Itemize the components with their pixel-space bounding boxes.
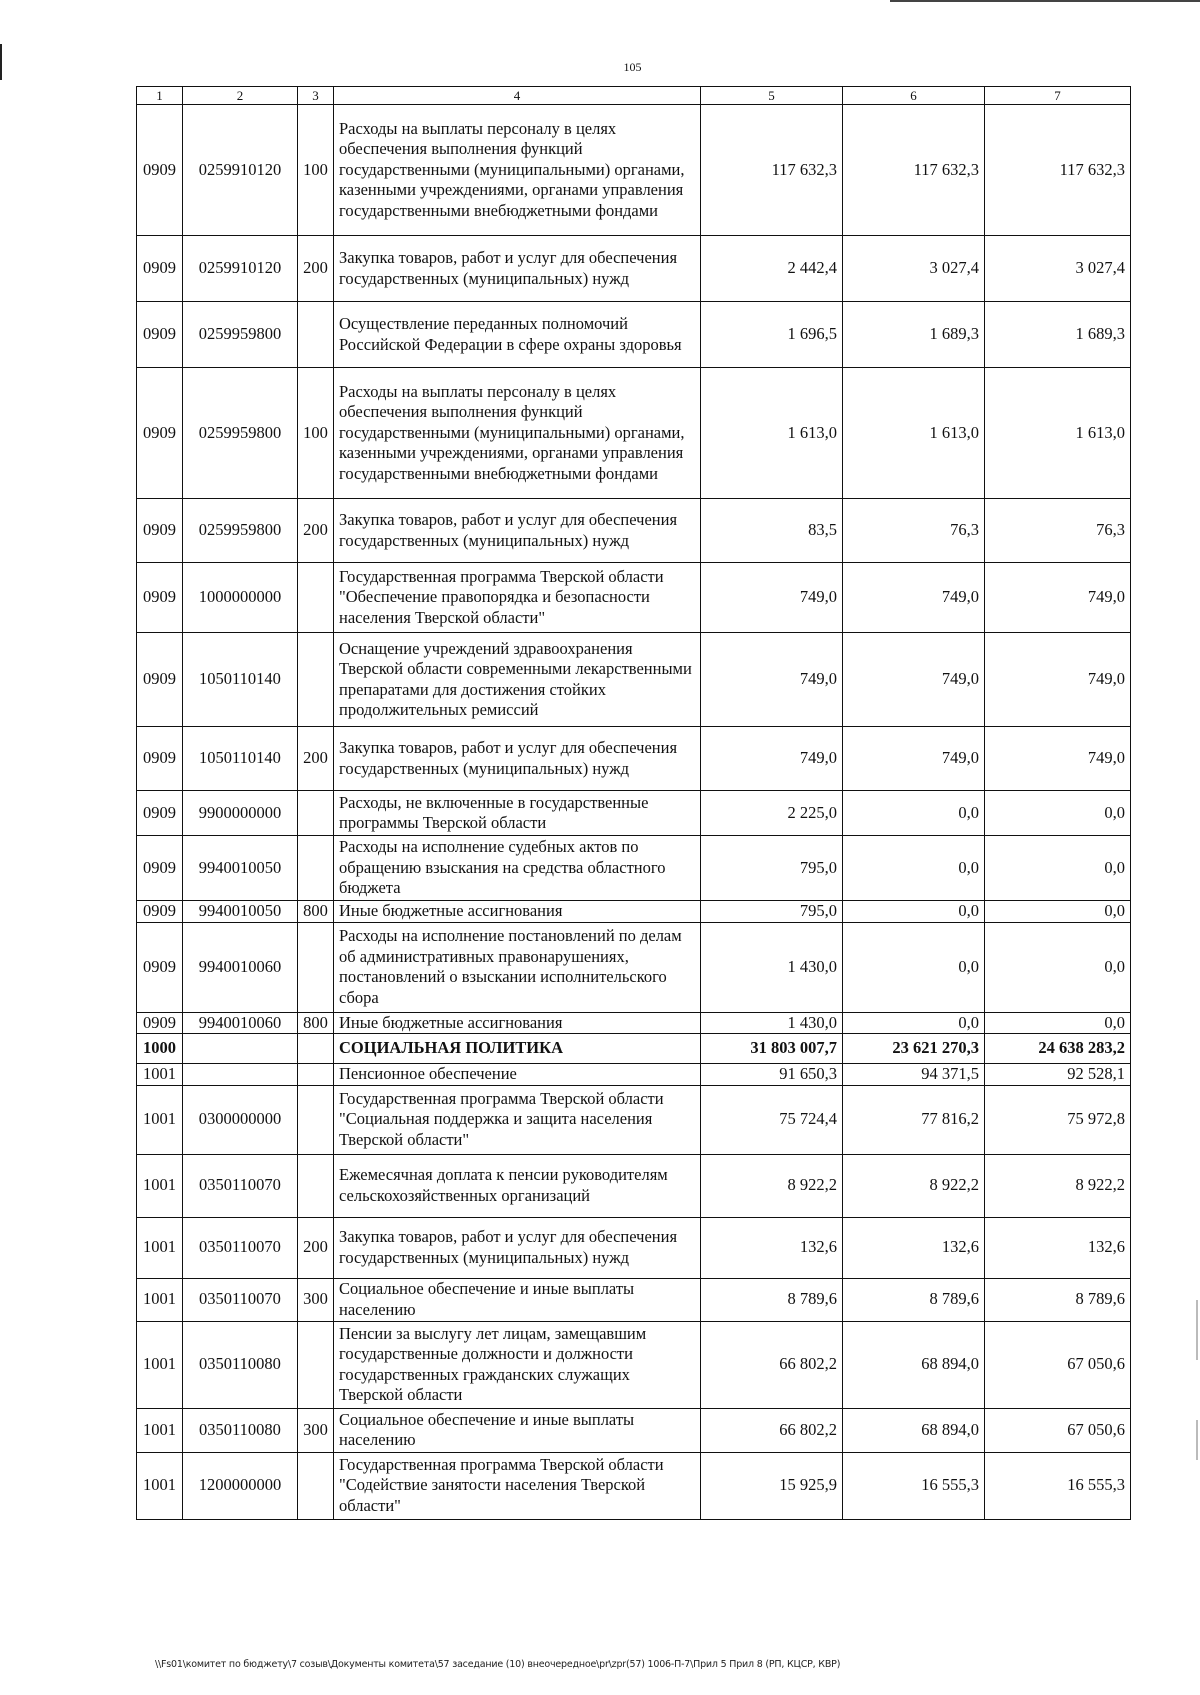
amount-col5-cell: 1 696,5 xyxy=(701,302,843,368)
section-code-cell: 1001 xyxy=(137,1217,183,1278)
table-row xyxy=(137,1012,1131,1034)
amount-col7-cell: 8 789,6 xyxy=(985,1278,1131,1321)
amount-col7-cell: 24 638 283,2 xyxy=(985,1034,1131,1064)
expense-type-code-cell xyxy=(298,836,334,901)
section-code-cell: 0909 xyxy=(137,236,183,302)
amount-col6-cell: 16 555,3 xyxy=(843,1452,985,1519)
amount-col7-cell: 0,0 xyxy=(985,836,1131,901)
section-code-cell: 1001 xyxy=(137,1452,183,1519)
amount-col5-cell: 1 430,0 xyxy=(701,922,843,1012)
amount-col5-cell: 83,5 xyxy=(701,499,843,563)
scan-edge-line xyxy=(890,0,1200,2)
target-article-code-cell: 0259910120 xyxy=(183,105,298,236)
amount-col6-cell: 76,3 xyxy=(843,499,985,563)
description-cell: Государственная программа Тверской области "Социальная поддержка и защита населения Тверской области" xyxy=(334,1085,701,1154)
expense-type-code-cell xyxy=(298,791,334,836)
amount-col6-cell: 77 816,2 xyxy=(843,1085,985,1154)
amount-col5-cell: 132,6 xyxy=(701,1217,843,1278)
expense-type-code-cell: 100 xyxy=(298,105,334,236)
amount-col6-cell: 117 632,3 xyxy=(843,105,985,236)
description-cell: Закупка товаров, работ и услуг для обеспечения государственных (муниципальных) нужд xyxy=(334,236,701,302)
table-row xyxy=(137,1278,1131,1321)
target-article-code-cell: 0350110070 xyxy=(183,1154,298,1217)
amount-col6-cell: 0,0 xyxy=(843,1012,985,1034)
amount-col5-cell: 31 803 007,7 xyxy=(701,1034,843,1064)
amount-col5-cell: 2 225,0 xyxy=(701,791,843,836)
target-article-code-cell: 0259910120 xyxy=(183,236,298,302)
amount-col6-cell: 0,0 xyxy=(843,836,985,901)
table-row xyxy=(137,563,1131,633)
table-row xyxy=(137,922,1131,1012)
description-cell: Закупка товаров, работ и услуг для обеспечения государственных (муниципальных) нужд xyxy=(334,499,701,563)
description-cell: Социальное обеспечение и иные выплаты населению xyxy=(334,1408,701,1452)
expense-type-code-cell xyxy=(298,1321,334,1408)
section-code-cell: 0909 xyxy=(137,791,183,836)
table-row xyxy=(137,901,1131,923)
description-cell: Расходы на исполнение постановлений по делам об административных правонарушениях, постановлений о взыскании исполнительского сбора xyxy=(334,922,701,1012)
amount-col6-cell: 3 027,4 xyxy=(843,236,985,302)
amount-col6-cell: 8 789,6 xyxy=(843,1278,985,1321)
page-number: 105 xyxy=(623,60,642,74)
amount-col7-cell: 0,0 xyxy=(985,791,1131,836)
target-article-code-cell: 0259959800 xyxy=(183,302,298,368)
expense-type-code-cell xyxy=(298,922,334,1012)
description-cell: Оснащение учреждений здравоохранения Тверской области современными лекарственными препаратами для достижения стойких продолжительных ремиссий xyxy=(334,633,701,727)
section-code-cell: 0909 xyxy=(137,105,183,236)
expense-type-code-cell: 200 xyxy=(298,236,334,302)
target-article-code-cell: 9940010050 xyxy=(183,836,298,901)
amount-col6-cell: 68 894,0 xyxy=(843,1321,985,1408)
target-article-code-cell: 0350110080 xyxy=(183,1408,298,1452)
description-cell: Закупка товаров, работ и услуг для обеспечения государственных (муниципальных) нужд xyxy=(334,727,701,791)
expense-type-code-cell xyxy=(298,1085,334,1154)
amount-col7-cell: 749,0 xyxy=(985,727,1131,791)
amount-col5-cell: 15 925,9 xyxy=(701,1452,843,1519)
column-header: 5 xyxy=(701,87,843,105)
expense-type-code-cell xyxy=(298,1452,334,1519)
table-row xyxy=(137,1217,1131,1278)
description-cell: Государственная программа Тверской области "Содействие занятости населения Тверской области" xyxy=(334,1452,701,1519)
amount-col7-cell: 67 050,6 xyxy=(985,1408,1131,1452)
description-cell: Закупка товаров, работ и услуг для обеспечения государственных (муниципальных) нужд xyxy=(334,1217,701,1278)
amount-col7-cell: 1 613,0 xyxy=(985,368,1131,499)
description-cell: Осуществление переданных полномочий Российской Федерации в сфере охраны здоровья xyxy=(334,302,701,368)
section-code-cell: 0909 xyxy=(137,1012,183,1034)
section-code-cell: 0909 xyxy=(137,368,183,499)
amount-col5-cell: 2 442,4 xyxy=(701,236,843,302)
expense-type-code-cell xyxy=(298,1034,334,1064)
amount-col6-cell: 0,0 xyxy=(843,791,985,836)
amount-col7-cell: 0,0 xyxy=(985,1012,1131,1034)
amount-col6-cell: 749,0 xyxy=(843,633,985,727)
column-header: 6 xyxy=(843,87,985,105)
description-cell: Расходы на исполнение судебных актов по обращению взыскания на средства областного бюджета xyxy=(334,836,701,901)
table-row xyxy=(137,499,1131,563)
expense-type-code-cell: 800 xyxy=(298,1012,334,1034)
amount-col5-cell: 91 650,3 xyxy=(701,1064,843,1086)
table-row xyxy=(137,633,1131,727)
amount-col6-cell: 0,0 xyxy=(843,901,985,923)
amount-col6-cell: 8 922,2 xyxy=(843,1154,985,1217)
amount-col6-cell: 1 689,3 xyxy=(843,302,985,368)
column-header: 2 xyxy=(183,87,298,105)
amount-col7-cell: 8 922,2 xyxy=(985,1154,1131,1217)
amount-col5-cell: 749,0 xyxy=(701,633,843,727)
section-code-cell: 1001 xyxy=(137,1408,183,1452)
description-cell: Иные бюджетные ассигнования xyxy=(334,901,701,923)
target-article-code-cell: 9940010060 xyxy=(183,1012,298,1034)
section-code-cell: 0909 xyxy=(137,302,183,368)
table-row xyxy=(137,1064,1131,1086)
target-article-code-cell: 9900000000 xyxy=(183,791,298,836)
section-code-cell: 0909 xyxy=(137,836,183,901)
column-header: 7 xyxy=(985,87,1131,105)
target-article-code-cell: 0350110070 xyxy=(183,1217,298,1278)
column-header: 1 xyxy=(137,87,183,105)
amount-col7-cell: 0,0 xyxy=(985,901,1131,923)
section-code-cell: 0909 xyxy=(137,901,183,923)
target-article-code-cell: 0300000000 xyxy=(183,1085,298,1154)
expense-type-code-cell: 200 xyxy=(298,499,334,563)
expense-type-code-cell: 300 xyxy=(298,1408,334,1452)
amount-col5-cell: 8 789,6 xyxy=(701,1278,843,1321)
amount-col6-cell: 132,6 xyxy=(843,1217,985,1278)
description-cell: Социальное обеспечение и иные выплаты населению xyxy=(334,1278,701,1321)
expense-type-code-cell xyxy=(298,302,334,368)
section-code-cell: 0909 xyxy=(137,922,183,1012)
target-article-code-cell: 0350110070 xyxy=(183,1278,298,1321)
target-article-code-cell: 1000000000 xyxy=(183,563,298,633)
amount-col6-cell: 749,0 xyxy=(843,563,985,633)
budget-table xyxy=(136,86,1131,1520)
target-article-code-cell: 9940010060 xyxy=(183,922,298,1012)
description-cell: Расходы на выплаты персоналу в целях обеспечения выполнения функций государственными (муниципальными) органами, казенными учреждениями, органами управления государственными внебюджетными фондами xyxy=(334,368,701,499)
target-article-code-cell: 0259959800 xyxy=(183,499,298,563)
amount-col5-cell: 795,0 xyxy=(701,836,843,901)
target-article-code-cell xyxy=(183,1034,298,1064)
section-code-cell: 0909 xyxy=(137,563,183,633)
table-row xyxy=(137,105,1131,236)
description-cell: Расходы, не включенные в государственные программы Тверской области xyxy=(334,791,701,836)
section-code-cell: 1001 xyxy=(137,1064,183,1086)
expense-type-code-cell: 300 xyxy=(298,1278,334,1321)
amount-col5-cell: 66 802,2 xyxy=(701,1321,843,1408)
amount-col5-cell: 75 724,4 xyxy=(701,1085,843,1154)
amount-col5-cell: 117 632,3 xyxy=(701,105,843,236)
table-row xyxy=(137,302,1131,368)
target-article-code-cell: 0259959800 xyxy=(183,368,298,499)
description-cell: Пенсионное обеспечение xyxy=(334,1064,701,1086)
expense-type-code-cell xyxy=(298,633,334,727)
amount-col7-cell: 16 555,3 xyxy=(985,1452,1131,1519)
amount-col7-cell: 92 528,1 xyxy=(985,1064,1131,1086)
amount-col7-cell: 67 050,6 xyxy=(985,1321,1131,1408)
section-code-cell: 1000 xyxy=(137,1034,183,1064)
amount-col7-cell: 749,0 xyxy=(985,563,1131,633)
description-cell: СОЦИАЛЬНАЯ ПОЛИТИКА xyxy=(334,1034,701,1064)
amount-col6-cell: 0,0 xyxy=(843,922,985,1012)
target-article-code-cell: 0350110080 xyxy=(183,1321,298,1408)
table-row xyxy=(137,1321,1131,1408)
amount-col7-cell: 3 027,4 xyxy=(985,236,1131,302)
table-row xyxy=(137,368,1131,499)
target-article-code-cell: 1200000000 xyxy=(183,1452,298,1519)
description-cell: Иные бюджетные ассигнования xyxy=(334,1012,701,1034)
amount-col5-cell: 749,0 xyxy=(701,727,843,791)
amount-col5-cell: 8 922,2 xyxy=(701,1154,843,1217)
table-body xyxy=(137,105,1131,1520)
scan-speck xyxy=(1196,1420,1198,1460)
expense-type-code-cell: 200 xyxy=(298,1217,334,1278)
expense-type-code-cell: 100 xyxy=(298,368,334,499)
table-row xyxy=(137,236,1131,302)
section-code-cell: 0909 xyxy=(137,499,183,563)
amount-col6-cell: 749,0 xyxy=(843,727,985,791)
target-article-code-cell: 1050110140 xyxy=(183,633,298,727)
section-code-cell: 1001 xyxy=(137,1321,183,1408)
description-cell: Государственная программа Тверской области "Обеспечение правопорядка и безопасности населения Тверской области" xyxy=(334,563,701,633)
section-code-cell: 0909 xyxy=(137,633,183,727)
table-row xyxy=(137,1154,1131,1217)
amount-col5-cell: 1 613,0 xyxy=(701,368,843,499)
amount-col7-cell: 1 689,3 xyxy=(985,302,1131,368)
section-code-cell: 0909 xyxy=(137,727,183,791)
target-article-code-cell: 1050110140 xyxy=(183,727,298,791)
amount-col7-cell: 76,3 xyxy=(985,499,1131,563)
table-row xyxy=(137,791,1131,836)
amount-col7-cell: 0,0 xyxy=(985,922,1131,1012)
expense-type-code-cell: 800 xyxy=(298,901,334,923)
table-row xyxy=(137,1452,1131,1519)
file-path-footer: \\Fs01\комитет по бюджету\7 созыв\Документы комитета\57 заседание (10) внеочередное\pr\zpr(57) 1006-П-7\Прил 5 Прил 8 (РП, КЦСР, КВР) xyxy=(155,1659,841,1670)
target-article-code-cell xyxy=(183,1064,298,1086)
target-article-code-cell: 9940010050 xyxy=(183,901,298,923)
amount-col7-cell: 132,6 xyxy=(985,1217,1131,1278)
table-row xyxy=(137,727,1131,791)
amount-col7-cell: 117 632,3 xyxy=(985,105,1131,236)
expense-type-code-cell xyxy=(298,563,334,633)
amount-col7-cell: 75 972,8 xyxy=(985,1085,1131,1154)
scan-speck xyxy=(1196,1300,1198,1360)
column-header: 3 xyxy=(298,87,334,105)
amount-col5-cell: 66 802,2 xyxy=(701,1408,843,1452)
amount-col6-cell: 94 371,5 xyxy=(843,1064,985,1086)
amount-col6-cell: 1 613,0 xyxy=(843,368,985,499)
description-cell: Пенсии за выслугу лет лицам, замещавшим государственные должности и должности государственных гражданских служащих Тверской области xyxy=(334,1321,701,1408)
section-code-cell: 1001 xyxy=(137,1278,183,1321)
table-row xyxy=(137,1034,1131,1064)
description-cell: Расходы на выплаты персоналу в целях обеспечения выполнения функций государственными (муниципальными) органами, казенными учреждениями, органами управления государственными внебюджетными фондами xyxy=(334,105,701,236)
amount-col6-cell: 23 621 270,3 xyxy=(843,1034,985,1064)
table-header-row xyxy=(137,87,1131,105)
table-row xyxy=(137,1408,1131,1452)
amount-col6-cell: 68 894,0 xyxy=(843,1408,985,1452)
amount-col5-cell: 749,0 xyxy=(701,563,843,633)
section-code-cell: 1001 xyxy=(137,1154,183,1217)
column-header: 4 xyxy=(334,87,701,105)
description-cell: Ежемесячная доплата к пенсии руководителям сельскохозяйственных организаций xyxy=(334,1154,701,1217)
table-row xyxy=(137,1085,1131,1154)
expense-type-code-cell xyxy=(298,1064,334,1086)
amount-col7-cell: 749,0 xyxy=(985,633,1131,727)
amount-col5-cell: 795,0 xyxy=(701,901,843,923)
amount-col5-cell: 1 430,0 xyxy=(701,1012,843,1034)
table-row xyxy=(137,836,1131,901)
section-code-cell: 1001 xyxy=(137,1085,183,1154)
expense-type-code-cell: 200 xyxy=(298,727,334,791)
expense-type-code-cell xyxy=(298,1154,334,1217)
